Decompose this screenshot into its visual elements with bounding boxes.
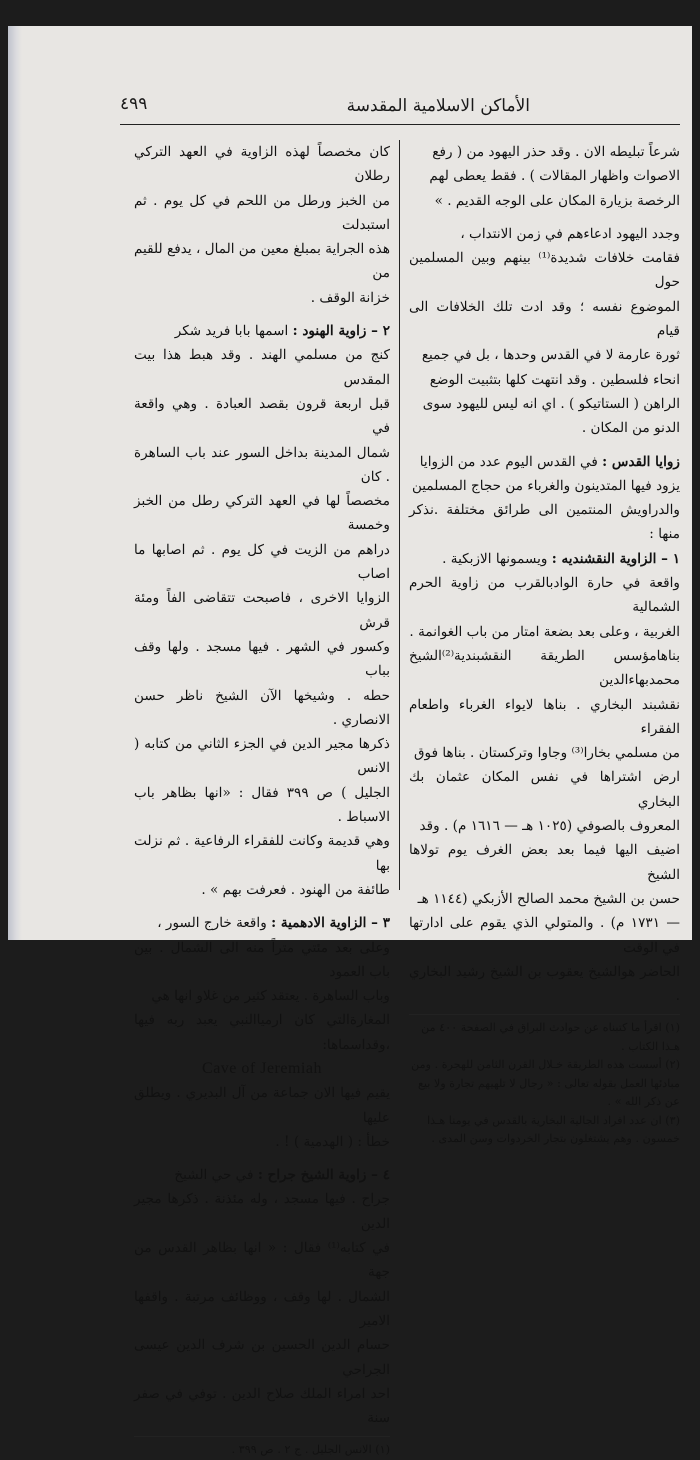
text-run: واقعة خارج السور ، xyxy=(157,915,267,932)
text-line: في كتابه⁽¹⁾ فقال : « انها بظاهر القدس من جهة xyxy=(134,1240,390,1281)
left-column xyxy=(134,140,390,1460)
text-line: حسام الدين الحسين بن شرف الدين عيسى الجراحي xyxy=(134,1337,390,1378)
text-line: والدراويش المنتمين الى طرائق مختلفة .نذكر منها : xyxy=(409,502,680,543)
text-line: حسن بن الشيخ محمد الصالح الأزبكي (١١٤٤ هـ xyxy=(417,890,680,907)
text-line xyxy=(134,319,390,343)
text-line: طائفة من الهنود . فعرفت بهم » . xyxy=(201,881,390,898)
text-line: المعروف بالصوفي (١٠٢٥ هـ — ١٦١٦ م) . وقد xyxy=(419,818,680,835)
text-line: خزانة الوقف . xyxy=(310,289,390,306)
text-line: واقعة في حارة الوادبالقرب من زاوية الحرم الشمالية xyxy=(409,575,680,616)
text-line: نقشبند البخاري . بناها لايواء الغرباء واطعام الفقراء xyxy=(409,696,680,737)
text-line: مخصصاً لها في العهد التركي رطل من الخبز وخمسة xyxy=(134,493,390,534)
text-line: ذكرها مجير الدين في الجزء الثاني من كتابه ( الانس xyxy=(134,736,390,777)
english-cave-name: Cave of Jeremiah xyxy=(202,1059,322,1077)
running-header xyxy=(120,92,680,122)
text-line: الراهن ( الستاتيكو ) . اي انه ليس لليهود سوى xyxy=(422,395,680,412)
text-line xyxy=(409,450,680,474)
text-line: الشمال . لها وقف ، ووظائف مرتبة . واقفها الامير xyxy=(134,1288,390,1329)
text-line: اضيف اليها فيما بعد بعض الغرف يوم تولاها الشيخ xyxy=(409,842,680,883)
text-line xyxy=(134,911,390,935)
text-line: من مسلمي بخارا⁽³⁾ وجاوا وتركستان . بناها فوق xyxy=(414,745,680,762)
text-line: جراح . فيها مسجد ، وله مئذنة . ذكرها مجير الدين xyxy=(134,1191,390,1232)
text-line: هذه الجراية بمبلغ معين من المال ، يدفع للقيم من xyxy=(134,241,390,282)
text-line: بناهامؤسس الطريقة النقشبندية⁽²⁾الشيخ محمدبهاءالدين xyxy=(409,647,680,689)
text-line: فقامت خلافات شديدة⁽¹⁾ بينهم وبين المسلمين حول xyxy=(409,250,680,291)
text-line: يقيم فيها الان جماعة من آل البديري . ويطلق عليها xyxy=(134,1085,390,1126)
text-line: الجليل ) ص ٣٩٩ فقال : «انها بظاهر باب الاسباط . xyxy=(134,784,390,826)
page-edge xyxy=(8,26,22,940)
text-line: كان مخصصاً لهذه الزاوية في العهد التركي رطلان xyxy=(134,144,390,185)
text-line: قبل اربعة قرون بقصد العبادة . وهي واقعة في xyxy=(134,395,390,437)
item-heading-naqshbandi: ١ – الزاوية النقشنديه : xyxy=(551,550,680,567)
text-run: في القدس اليوم عدد من الزوايا xyxy=(419,453,598,470)
text-line: حطه . وشيخها الآن الشيخ ناظر حسن الانصاري . xyxy=(134,687,390,728)
footnote: (١) الانس الجليل . ج ٢ . ص ٣٩٩ . xyxy=(231,1443,390,1457)
text-line: الموضوع نفسه ؛ وقد ادت تلك الخلافات الى قيام xyxy=(409,298,680,340)
text-line: وهي قديمة وكانت للفقراء الرفاعية . ثم نزلت بها xyxy=(134,833,390,874)
text-line: وجدد اليهود ادعاءهم في زمن الانتداب ، xyxy=(460,225,680,242)
text-line: شمال المدينة بداخل السور عند باب الساهرة . كان xyxy=(134,444,390,485)
footnote-rule xyxy=(409,1014,680,1015)
column-divider xyxy=(399,140,400,890)
text-line: احد امراء الملك صلاح الدين . توفي في صفر سنة xyxy=(134,1385,390,1427)
header-rule xyxy=(120,124,680,125)
footnote: (٣) ان عدد افراد الجالية البخارية بالقدس في يومنا هـذا خمسون . وهم يشتغلون بتجار الخردوات وسن المدى . xyxy=(427,1113,680,1146)
page-number: ٤٩٩ xyxy=(120,94,148,114)
text-line: انحاء فلسطين . وقد انتهت كلها بتثبيت الوضع xyxy=(429,371,680,388)
text-line: الدنو من المكان . xyxy=(581,420,680,437)
text-line: دراهم من الزيت في كل يوم . ثم اصابها ما اصاب xyxy=(134,541,390,583)
text-run: اسمها بابا فريد شكر xyxy=(174,323,289,340)
item-heading-jarrah: ٤ – زاوية الشيخ جراح : xyxy=(257,1167,390,1184)
text-line xyxy=(134,1163,390,1187)
item-heading-adhamiya: ٣ – الزاوية الادهمية : xyxy=(271,915,390,932)
text-line: ثورة عارمة لا في القدس وحدها ، بل في جميع xyxy=(421,347,680,364)
text-line: الاصوات واظهار المقالات ) . فقط يعطى لهم xyxy=(429,168,680,185)
text-line: المغارةالتي كان ارمياالنبي يعبد ربه فيها ،وقداسماها: xyxy=(134,1012,390,1053)
text-line: وباب الساهرة . يعتقد كثير من غلاو انها هي xyxy=(151,988,390,1005)
text-line: وكسور في الشهر . فيها مسجد . ولها وقف بباب xyxy=(134,638,390,680)
text-run: في حي الشيخ xyxy=(174,1167,254,1184)
text-run: ويسمونها الازبكية . xyxy=(442,550,548,567)
text-line: — ١٧٣١ م) . والمتولي الذي يقوم على ادارتها في الوقت xyxy=(409,915,680,956)
text-line: الحاضر هوالشيخ يعقوب بن الشيخ رشيد البخاري . xyxy=(409,963,680,1005)
footnote: (١) اقرأ ما كتبناه عن حوادث البراق في الصفحة ٤٠٠ من هـذا الكتاب . xyxy=(421,1021,680,1053)
footnote-rule xyxy=(134,1436,390,1437)
item-heading-hunud: ٢ – زاوية الهنود : xyxy=(292,323,390,340)
text-line: خطأ : ( الهدمية ) ! . xyxy=(275,1133,390,1150)
right-column xyxy=(409,140,680,1149)
text-line: الرخصة بزيارة المكان على الوجه القديم . » xyxy=(434,192,680,209)
text-line: وعلى بعد مئتي متراً منه الى الشمال . بين باب العمود xyxy=(134,939,390,980)
text-line: شرعاً تبليطه الان . وقد حذر اليهود من ( رفع xyxy=(432,144,680,160)
text-line: من الخبز ورطل من اللحم في كل يوم . ثم استبدلت xyxy=(134,192,390,233)
text-line: ارض اشتراها في نفس المكان عثمان بك البخاري xyxy=(409,769,680,810)
text-line: الغربية ، وعلى بعد بضعة امتار من باب الغوانمة . xyxy=(409,623,680,640)
text-line: يزود فيها المتدينون والغرباء من حجاج المسلمين xyxy=(411,477,680,494)
text-line: كنج من مسلمي الهند . وقد هبط هذا بيت المقدس xyxy=(134,347,390,388)
text-line: الزوايا الاخرى ، فاصبحت تتقاضى الفاً ومئة قرش xyxy=(134,590,390,631)
text-line xyxy=(409,547,680,571)
footnote: (٢) أسست هذه الطريقة خـلال القرن الثامن للهجرة . ومن مبادئها العمل بقوله تعالى : « رجال لا تلهيهم تجارة ولا بيع عن ذكر الله » . xyxy=(411,1058,680,1109)
header-title: الأماكن الاسلامية المقدسة xyxy=(346,96,530,116)
section-heading-zawaya: زوايا القدس : xyxy=(602,453,680,470)
